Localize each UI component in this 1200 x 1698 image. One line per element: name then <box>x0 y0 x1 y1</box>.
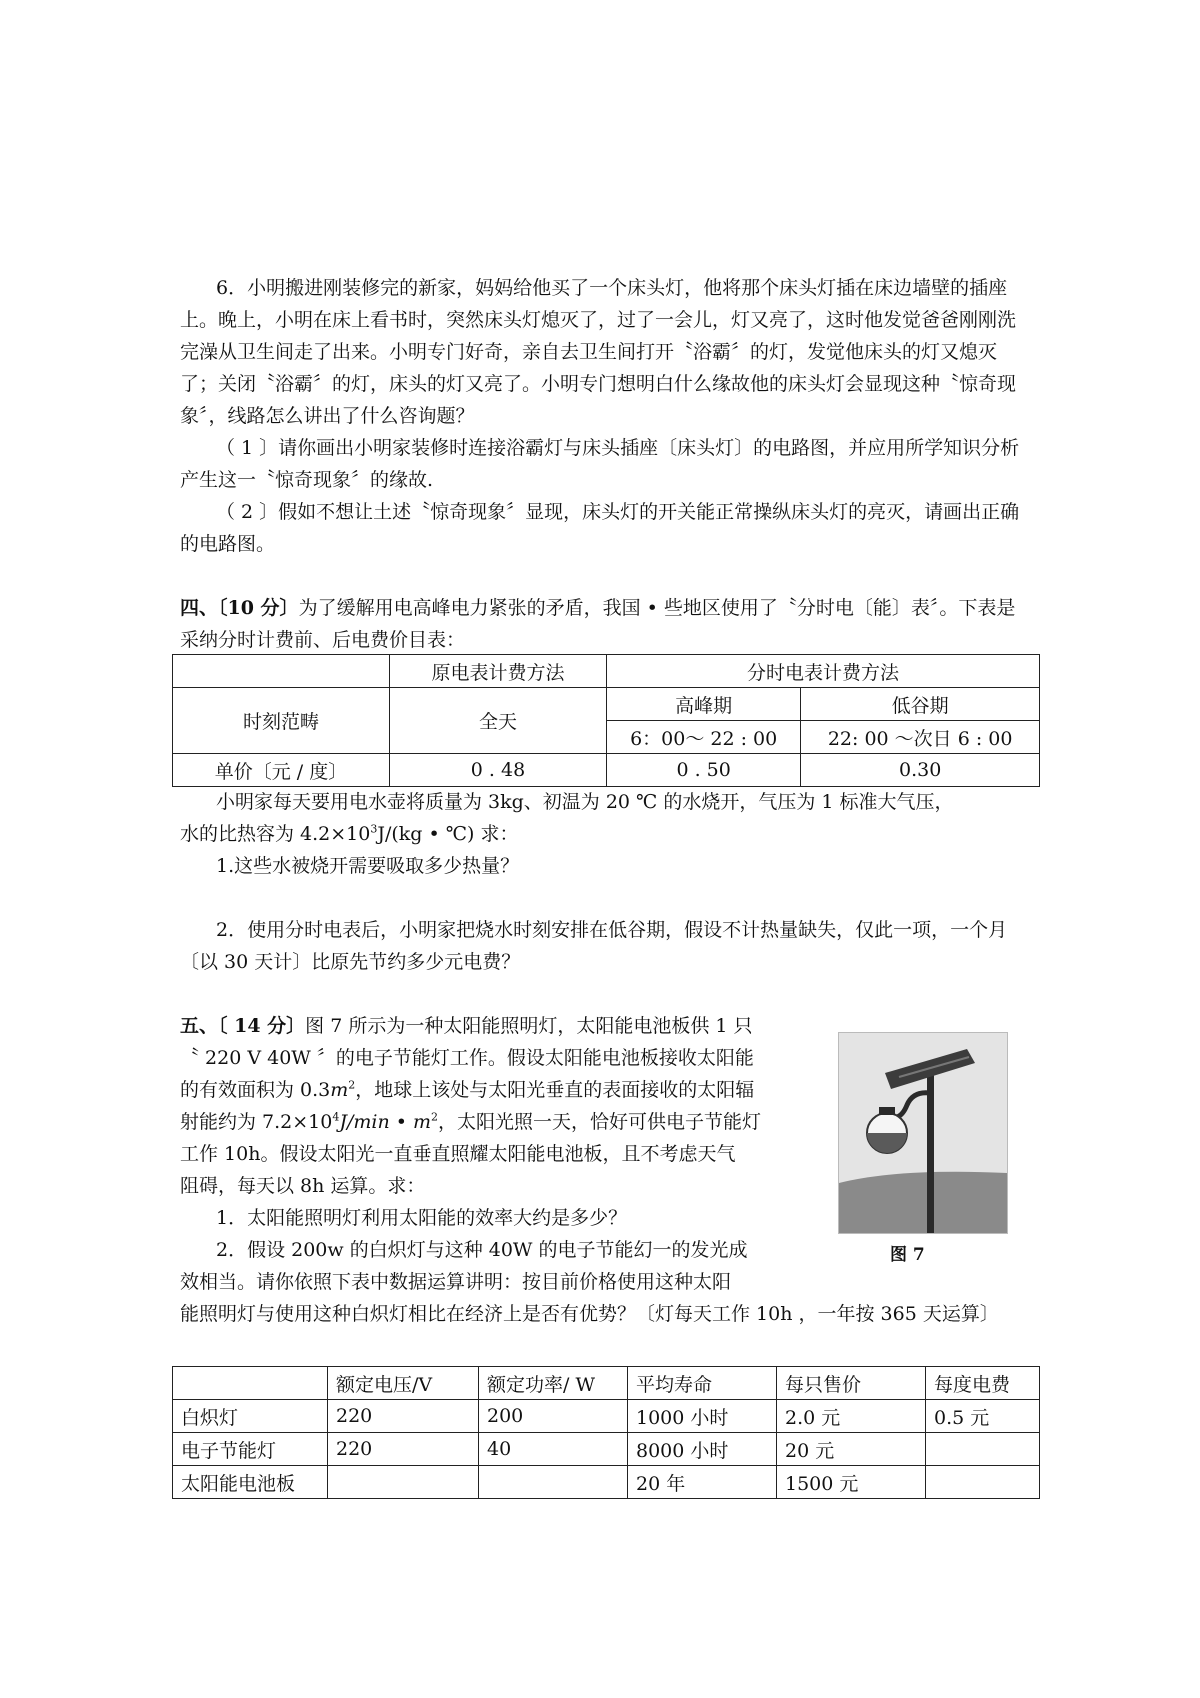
table-cell: 2.0 元 <box>777 1400 926 1433</box>
q5-line1 <box>180 1010 753 1042</box>
q4-price-peak: 0 . 50 <box>607 754 801 787</box>
q5-line4-sup2: 2 <box>431 1110 439 1124</box>
q5-heading-label: 五、〔 14 分〕 <box>180 1015 306 1037</box>
q4-valley: 低谷期 <box>801 688 1040 721</box>
table-cell <box>173 1367 328 1400</box>
q4-peak-time: 6：00～ 22 : 00 <box>607 721 801 754</box>
table-cell: 40 <box>479 1433 628 1466</box>
table-cell: 额定电压/V <box>328 1367 479 1400</box>
q4-text-b-sup: 3 <box>370 822 378 836</box>
table-cell: 220 <box>328 1400 479 1433</box>
q4-peak: 高峰期 <box>607 688 801 721</box>
table-row <box>173 1433 1040 1466</box>
q4-heading-text: 为了缓解用电高峰电力紧张的矛盾，我国 • 些地区使用了〝分时电〔能〕表〞。下表是采纳分时计费前、后电费价目表： <box>180 597 1016 651</box>
q5-sub2-line2: 效相当。请你依照下表中数据运算讲明：按目前价格使用这种太阳 <box>180 1271 732 1293</box>
table-cell <box>926 1433 1040 1466</box>
table-cell: 0.5 元 <box>926 1400 1040 1433</box>
figure-caption: 图 7 <box>890 1245 925 1265</box>
table-cell: 额定功率/ W <box>479 1367 628 1400</box>
q4-heading-label: 四、〔10 分〕 <box>180 597 299 619</box>
solar-lamp-illustration <box>839 1033 1007 1233</box>
q4-heading <box>180 592 1032 656</box>
q5-line3-sup: 2 <box>348 1078 356 1092</box>
table-row <box>173 1466 1040 1499</box>
q4-valley-time: 22: 00 ～次日 6 : 00 <box>801 721 1040 754</box>
q5-sub1: 1．太阳能照明灯利用太阳能的效率大约是多少？ <box>216 1207 628 1229</box>
q4-row-time: 时刻范畴 <box>173 688 390 754</box>
q5-line4-sup1: 4 <box>332 1110 340 1124</box>
table-cell: 20 年 <box>628 1466 777 1499</box>
table-cell <box>328 1466 479 1499</box>
table-cell: 每只售价 <box>777 1367 926 1400</box>
q5-line6: 阻碍，每天以 8h 运算。求： <box>180 1175 426 1197</box>
table-cell: 220 <box>328 1433 479 1466</box>
q4-header-timeshare: 分时电表计费方法 <box>607 655 1040 688</box>
solar-lamp-photo <box>838 1032 1008 1234</box>
q5-sub2-line1: 2．假设 200w 的白炽灯与这种 40W 的电子节能幻一的发光成 <box>216 1239 748 1261</box>
q5-line3b: ，地球上该处与太阳光垂直的表面接收的太阳辐 <box>355 1079 755 1101</box>
q5-line4a: 射能约为 7.2×10 <box>180 1111 333 1133</box>
table-cell: 8000 小时 <box>628 1433 777 1466</box>
table-cell: 平均寿命 <box>628 1367 777 1400</box>
table-cell: 电子节能灯 <box>173 1433 328 1466</box>
q5-line4-unit: J/min • m <box>339 1111 432 1133</box>
q5-line2: 〝 220 V 40W 〞的电子节能灯工作。假设太阳能电池板接收太阳能 <box>180 1047 754 1069</box>
table-header-row <box>173 1367 1040 1400</box>
q5-line5: 工作 10h。假设太阳光一直垂直照耀太阳能电池板，且不考虑天气 <box>180 1143 736 1165</box>
q4-price-table <box>172 654 1040 787</box>
table-cell <box>479 1466 628 1499</box>
q5-sub2-rest: 能照明灯与使用这种白炽灯相比在经济上是否有优势？〔灯每天工作 10h ，一年按 365 天运算〕 <box>180 1303 999 1325</box>
table-row <box>173 1400 1040 1433</box>
table-cell: 1000 小时 <box>628 1400 777 1433</box>
q4-sub1: 1.这些水被烧开需要吸取多少热量？ <box>216 855 520 877</box>
q6-part2: （ 2 〕假如不想让土述〝惊奇现象〞显现，床头灯的开关能正常操纵床头灯的亮灭，请画出正确的电路图。 <box>180 501 1020 555</box>
q5-line3a: 的有效面积为 0.3 <box>180 1079 331 1101</box>
q4-text-b1: 水的比热容为 4.2×10 <box>180 823 371 845</box>
q4-sub2: 2．使用分时电表后，小明家把烧水时刻安排在低谷期，假设不计热量缺失，仅此一项，一个月〔以 30 天计〕比原先节约多少元电费？ <box>180 919 1008 973</box>
table-cell: 20 元 <box>777 1433 926 1466</box>
q4-text-b <box>180 818 518 850</box>
q5-lamp-table <box>172 1366 1040 1499</box>
table-cell: 白炽灯 <box>173 1400 328 1433</box>
q6-intro: 6．小明搬进刚装修完的新家，妈妈给他买了一个床头灯，他将那个床头灯插在床边墙壁的插座上。晚上，小明在床上看书时，突然床头灯熄灭了，过了一会儿，灯又亮了，这时他发觉爸爸刚刚洗完澡从卫生间走了出来。小明专门好奇，亲自去卫生间打开〝浴霸〞的灯，发觉他床头的灯又熄灭了；关闭〝浴霸〞的灯，床头的灯又亮了。小明专门想明白什么缘故他的床头灯会显现这种〝惊奇现象〞，线路怎么讲出了什么咨询题？ <box>180 277 1017 427</box>
q5-line1-text: 图 7 所示为一种太阳能照明灯，太阳能电池板供 1 只 <box>305 1015 753 1037</box>
table-cell: 每度电费 <box>926 1367 1040 1400</box>
q6-part1: （ 1 〕请你画出小明家装修时连接浴霸灯与床头插座〔床头灯〕的电路图，并应用所学知识分析产生这一〝惊奇现象〞的缘故. <box>180 437 1020 491</box>
q4-price-valley: 0.30 <box>801 754 1040 787</box>
table-cell: 太阳能电池板 <box>173 1466 328 1499</box>
q4-text-a: 小明家每天要用电水壶将质量为 3kg、初温为 20 ℃ 的水烧开，气压为 1 标准大气压， <box>216 791 954 813</box>
q4-row-price: 单价〔元 / 度〕 <box>173 754 390 787</box>
q4-price-original: 0 . 48 <box>390 754 607 787</box>
q5-line4 <box>180 1106 761 1138</box>
q5-line3-unit: m <box>330 1079 349 1101</box>
table-cell <box>926 1466 1040 1499</box>
q5-line4b: ，太阳光照一天，恰好可供电子节能灯 <box>438 1111 762 1133</box>
q4-text-b2: J/(kg • ℃) 求： <box>377 823 519 845</box>
q4-all-day: 全天 <box>390 688 607 754</box>
q5-line3 <box>180 1074 754 1106</box>
q4-header-original: 原电表计费方法 <box>390 655 607 688</box>
table-cell: 1500 元 <box>777 1466 926 1499</box>
q4-table-blank <box>173 655 390 688</box>
table-cell: 200 <box>479 1400 628 1433</box>
